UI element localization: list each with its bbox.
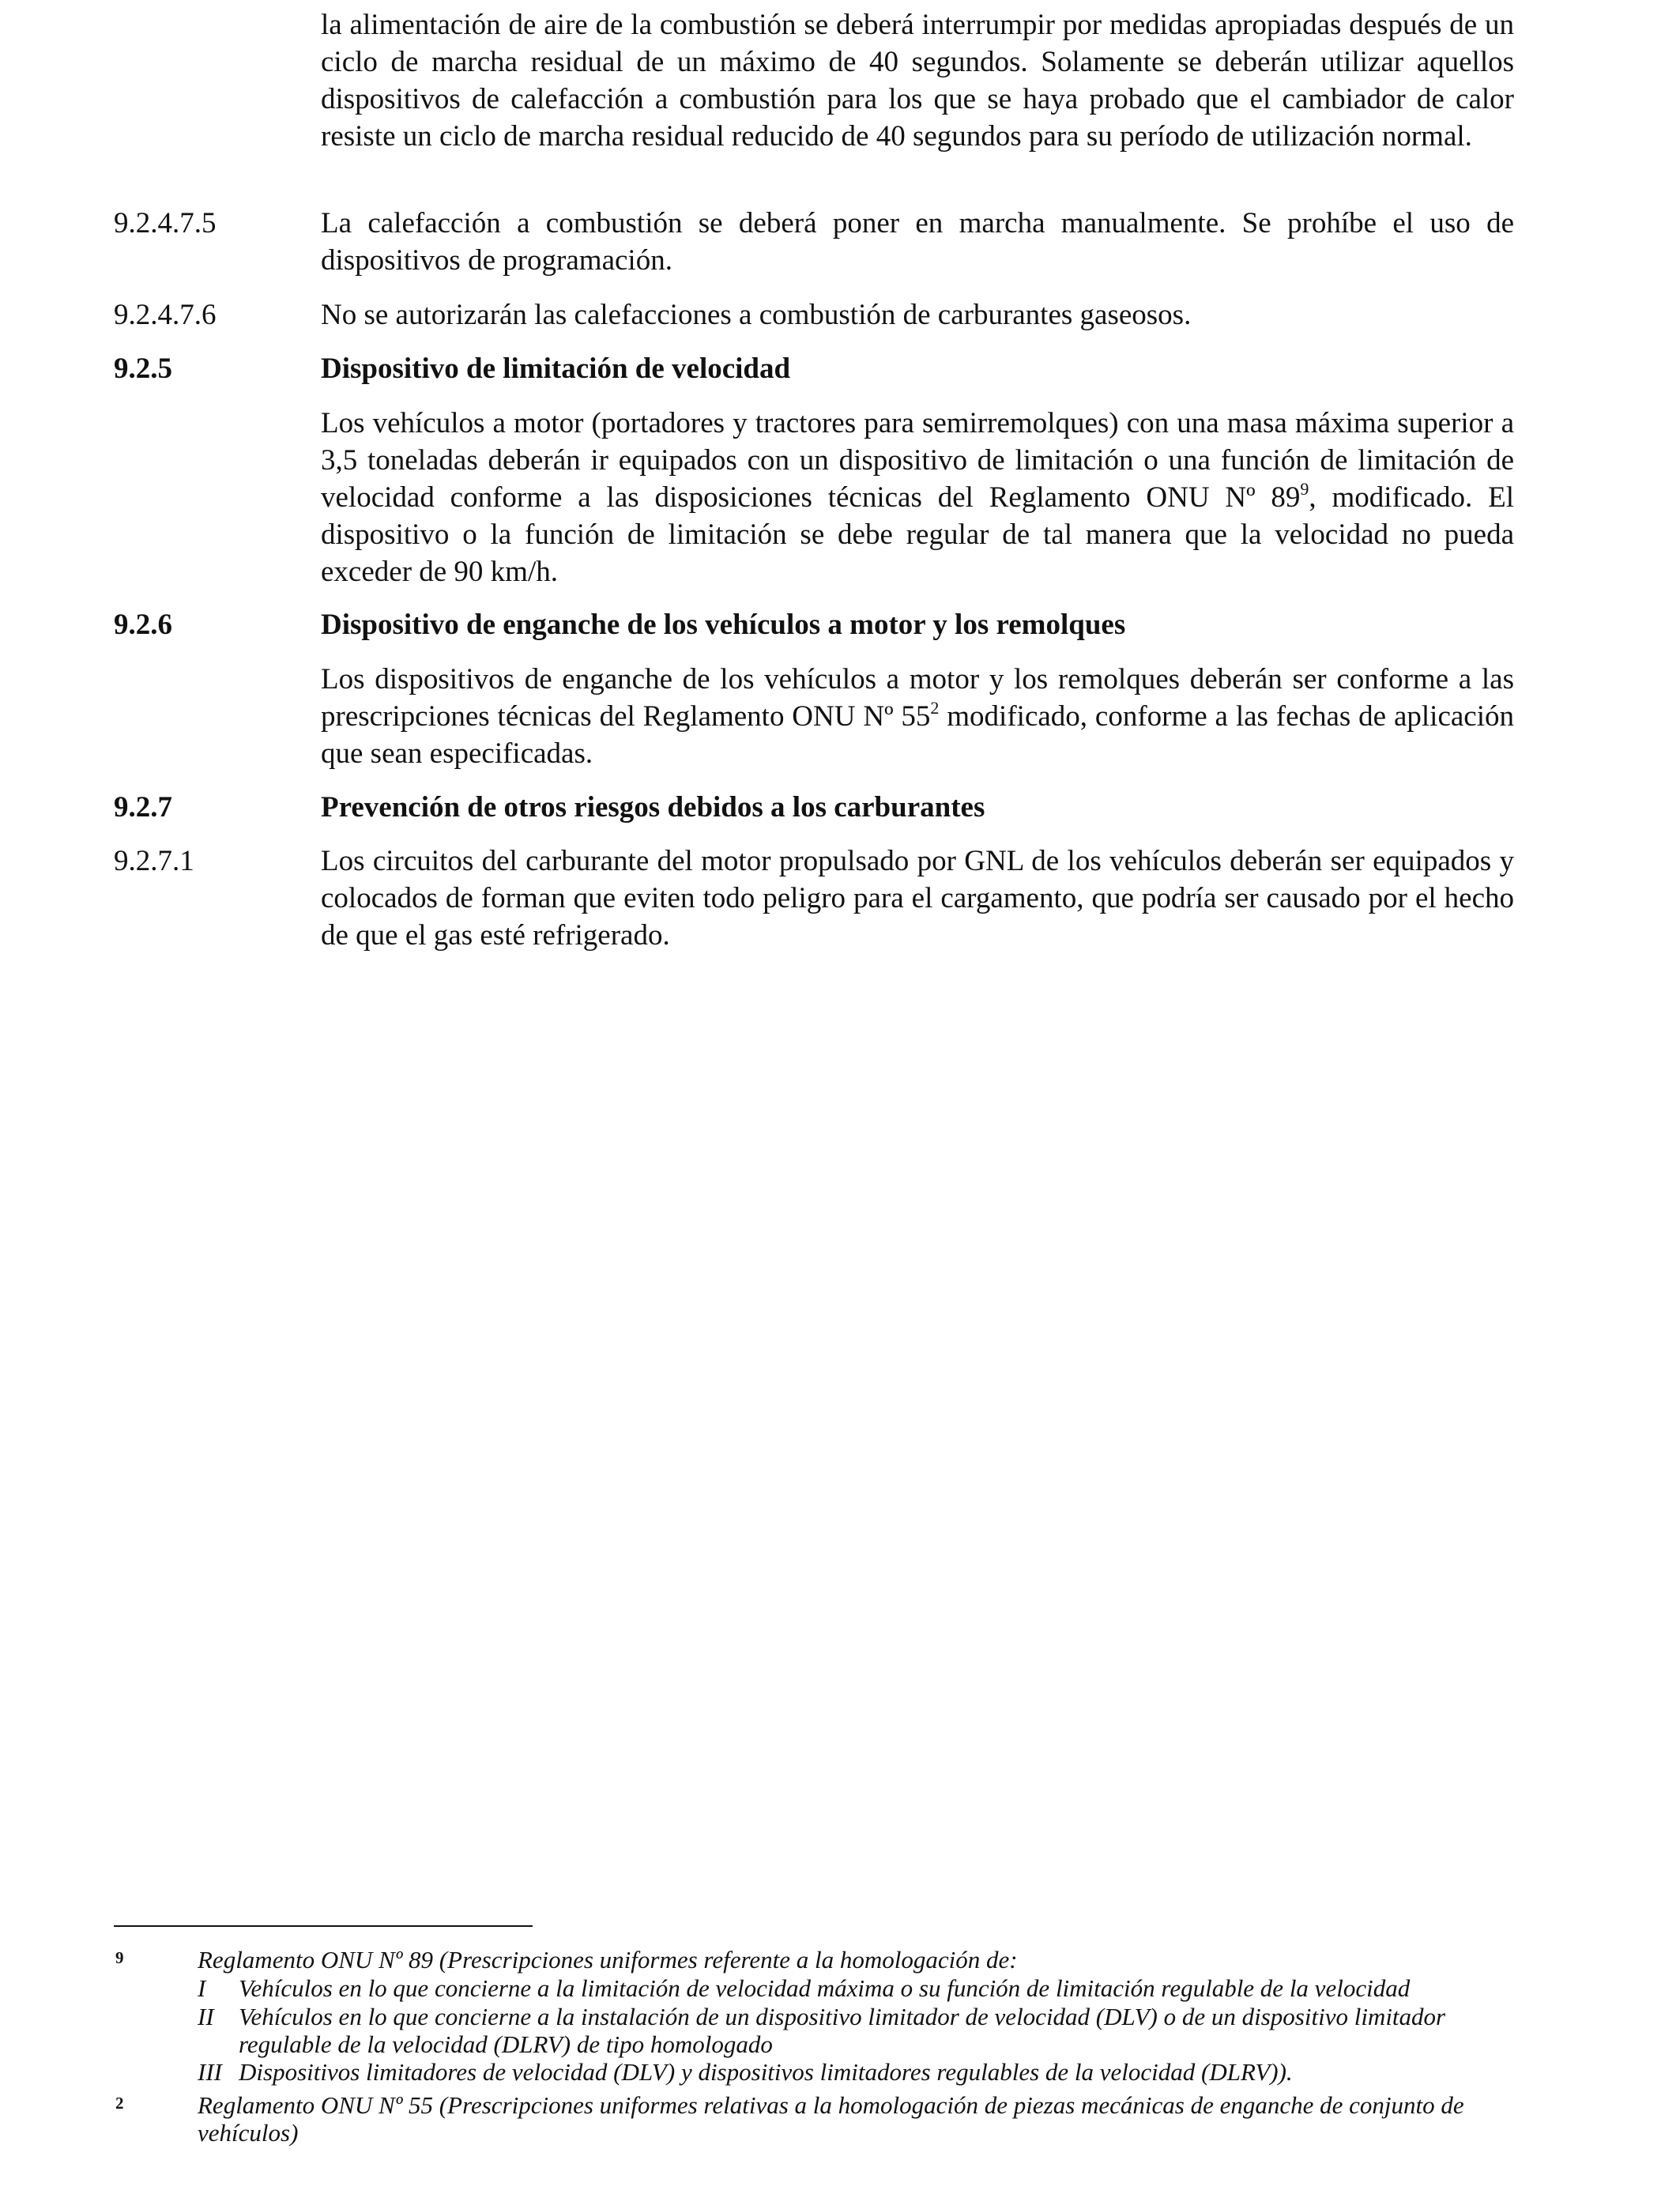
paragraph-number: 9.2.4.7.6 [114, 299, 217, 331]
roman-numeral: III [198, 2058, 222, 2086]
paragraph-text [321, 405, 1514, 590]
footnote-9-item-ii [198, 2003, 1514, 2058]
text-before-ref: Los vehículos a motor (portadores y tractores para semirremolques) con una masa máxima superior a 3,5 toneladas deberán ir equipados con un dispositivo de limitación o una función de limitación de velocidad conforme a las disposiciones técnicas del Reglamento ONU Nº 89 [321, 407, 1514, 514]
paragraph-text [321, 661, 1514, 772]
text-after-ref: , modificado. El dispositivo o la función de limitación se debe regular de tal manera que la velocidad no pueda exceder de 90 km/h. [321, 481, 1514, 588]
footnote-item-text: Vehículos en lo que concierne a la instalación de un dispositivo limitador de velocidad (DLV) o de un dispositivo limitador regulable de la velocidad (DLRV) de tipo homologado [239, 2003, 1446, 2058]
footnote-number: 9 [115, 1948, 124, 1967]
section-number: 9.2.7 [114, 791, 172, 824]
text-after-ref: modificado, conforme a las fechas de aplicación que sean especificadas. [321, 700, 1514, 770]
section-title: Dispositivo de enganche de los vehículos a motor y los remolques [321, 609, 1126, 641]
footnote-text: Reglamento ONU Nº 89 (Prescripciones uniformes referente a la homologación de: [198, 1946, 1018, 1973]
roman-numeral: II [198, 2003, 214, 2030]
paragraph-text: La calefacción a combustión se deberá poner en marcha manualmente. Se prohíbe el uso de dispositivos de programación. [321, 207, 1514, 277]
paragraph-number: 9.2.4.7.5 [114, 207, 217, 239]
section-title: Prevención de otros riesgos debidos a los carburantes [321, 791, 985, 824]
roman-numeral: I [198, 1974, 206, 2002]
footnote-number: 2 [115, 2094, 124, 2113]
section-number: 9.2.6 [114, 609, 172, 641]
paragraph-text: No se autorizarán las calefacciones a combustión de carburantes gaseosos. [321, 299, 1192, 331]
paragraph-text: la alimentación de aire de la combustión se deberá interrumpir por medidas apropiadas después de un ciclo de marcha residual de un máximo de 40 segundos. Solamente se deberán utilizar aquellos dispositivos de calefacción a combustión para los que se haya probado que el cambiador de calor resiste un ciclo de marcha residual reducido de 40 segundos para su período de utilización normal. [321, 9, 1514, 153]
text-before-ref: Los dispositivos de enganche de los vehículos a motor y los remolques deberán ser conforme a las prescripciones técnicas del Reglamento ONU Nº 55 [321, 663, 1514, 733]
paragraph-text: Los circuitos del carburante del motor propulsado por GNL de los vehículos deberán ser equipados y colocados de forman que eviten todo peligro para el cargamento, que podría ser causado por el hecho de que el gas esté refrigerado. [321, 845, 1514, 952]
footnote-separator [114, 1925, 533, 1927]
section-number: 9.2.5 [114, 352, 172, 385]
footnote-ref[interactable]: 9 [1300, 478, 1309, 499]
paragraph-number: 9.2.7.1 [114, 845, 194, 877]
footnote-ref[interactable]: 2 [930, 697, 940, 718]
footnote-9-item-i [198, 1974, 1514, 2002]
footnote-item-text: Vehículos en lo que concierne a la limitación de velocidad máxima o su función de limitación regulable de la velocidad [239, 1974, 1411, 2002]
footnote-text: Reglamento ONU Nº 55 (Prescripciones uniformes relativas a la homologación de piezas mecánicas de enganche de conjunto de vehículos) [198, 2091, 1464, 2147]
footnote-9-item-iii [198, 2058, 1514, 2086]
footnote-item-text: Dispositivos limitadores de velocidad (DLV) y dispositivos limitadores regulables de la velocidad (DLRV)). [239, 2058, 1293, 2086]
section-title: Dispositivo de limitación de velocidad [321, 352, 791, 385]
